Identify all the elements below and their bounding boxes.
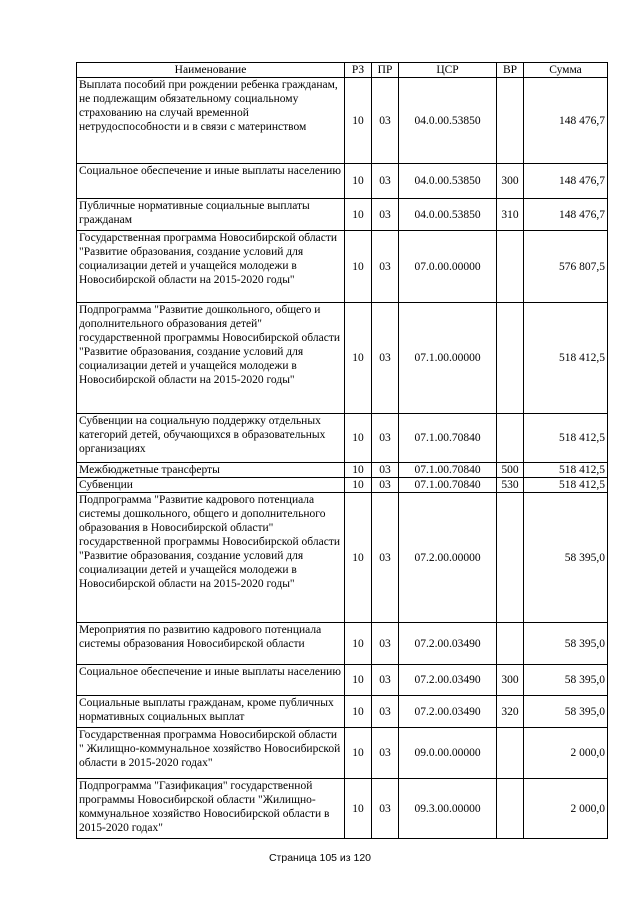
row-name: Социальное обеспечение и иные выплаты населению — [77, 665, 345, 696]
table-row — [77, 231, 608, 303]
row-vr: 320 — [497, 696, 524, 728]
row-pr: 03 — [372, 463, 399, 478]
table-header-row — [77, 63, 608, 78]
row-rz: 10 — [345, 478, 372, 493]
row-pr: 03 — [372, 779, 399, 839]
table-row — [77, 665, 608, 696]
table-row — [77, 623, 608, 665]
row-rz: 10 — [345, 696, 372, 728]
header-rz: РЗ — [345, 63, 372, 78]
row-sum: 576 807,5 — [524, 231, 608, 303]
header-pr: ПР — [372, 63, 399, 78]
table-row — [77, 199, 608, 231]
table-row — [77, 493, 608, 623]
row-vr — [497, 779, 524, 839]
row-name: Государственная программа Новосибирской области " Жилищно-коммунальное хозяйство Новосибирской области в 2015-2020 годах" — [77, 728, 345, 779]
row-name: Выплата пособий при рождении ребенка гражданам, не подлежащим обязательному социальному страхованию на случай временной нетрудоспособности и в связи с материнством — [77, 78, 345, 164]
row-vr: 300 — [497, 164, 524, 199]
budget-table — [76, 62, 608, 839]
header-csr: ЦСР — [399, 63, 497, 78]
row-pr: 03 — [372, 493, 399, 623]
row-csr: 09.0.00.00000 — [399, 728, 497, 779]
row-pr: 03 — [372, 231, 399, 303]
row-pr: 03 — [372, 478, 399, 493]
row-pr: 03 — [372, 414, 399, 463]
table-row — [77, 414, 608, 463]
row-rz: 10 — [345, 78, 372, 164]
row-vr: 300 — [497, 665, 524, 696]
table-row — [77, 696, 608, 728]
row-sum: 148 476,7 — [524, 164, 608, 199]
row-pr: 03 — [372, 303, 399, 414]
row-sum: 518 412,5 — [524, 303, 608, 414]
row-csr: 07.1.00.70840 — [399, 478, 497, 493]
row-csr: 07.1.00.00000 — [399, 303, 497, 414]
row-name: Публичные нормативные социальные выплаты гражданам — [77, 199, 345, 231]
row-sum: 58 395,0 — [524, 665, 608, 696]
header-vr: ВР — [497, 63, 524, 78]
row-name: Социальные выплаты гражданам, кроме публичных нормативных социальных выплат — [77, 696, 345, 728]
row-sum: 2 000,0 — [524, 779, 608, 839]
row-name: Субвенции — [77, 478, 345, 493]
row-csr: 04.0.00.53850 — [399, 164, 497, 199]
table-row — [77, 164, 608, 199]
row-sum: 518 412,5 — [524, 463, 608, 478]
row-csr: 04.0.00.53850 — [399, 78, 497, 164]
row-vr — [497, 623, 524, 665]
row-vr: 310 — [497, 199, 524, 231]
row-name: Социальное обеспечение и иные выплаты населению — [77, 164, 345, 199]
table-row — [77, 463, 608, 478]
table-row — [77, 779, 608, 839]
table-row — [77, 728, 608, 779]
table-row — [77, 303, 608, 414]
table-row — [77, 78, 608, 164]
row-csr: 07.2.00.03490 — [399, 623, 497, 665]
row-sum: 148 476,7 — [524, 78, 608, 164]
row-rz: 10 — [345, 164, 372, 199]
header-sum: Сумма — [524, 63, 608, 78]
row-pr: 03 — [372, 665, 399, 696]
page-number: Страница 105 из 120 — [268, 852, 372, 864]
row-vr — [497, 414, 524, 463]
header-name: Наименование — [77, 63, 345, 78]
row-pr: 03 — [372, 728, 399, 779]
row-csr: 09.3.00.00000 — [399, 779, 497, 839]
row-csr: 07.1.00.70840 — [399, 463, 497, 478]
row-csr: 07.2.00.00000 — [399, 493, 497, 623]
row-rz: 10 — [345, 463, 372, 478]
row-rz: 10 — [345, 665, 372, 696]
row-sum: 58 395,0 — [524, 623, 608, 665]
row-rz: 10 — [345, 303, 372, 414]
row-csr: 04.0.00.53850 — [399, 199, 497, 231]
row-vr — [497, 728, 524, 779]
row-vr — [497, 303, 524, 414]
row-vr: 530 — [497, 478, 524, 493]
row-vr: 500 — [497, 463, 524, 478]
row-csr: 07.2.00.03490 — [399, 665, 497, 696]
row-name: Субвенции на социальную поддержку отдельных категорий детей, обучающихся в образовательных организациях — [77, 414, 345, 463]
row-rz: 10 — [345, 728, 372, 779]
row-rz: 10 — [345, 779, 372, 839]
row-vr — [497, 231, 524, 303]
row-sum: 148 476,7 — [524, 199, 608, 231]
row-name: Государственная программа Новосибирской области "Развитие образования, создание условий для социализации детей и учащейся молодежи в Новосибирской области на 2015-2020 годы" — [77, 231, 345, 303]
table-row — [77, 478, 608, 493]
row-vr — [497, 78, 524, 164]
row-name: Подпрограмма "Развитие дошкольного, общего и дополнительного образования детей" государственной программы Новосибирской области "Развитие образования, создание условий для социализации детей и учащейся молодежи в Новосибирской области на 2015-2020 годы" — [77, 303, 345, 414]
row-name: Подпрограмма "Развитие кадрового потенциала системы дошкольного, общего и дополнительного образования в Новосибирской области" государственной программы Новосибирской области "Развитие образования, создание условий для социализации детей и учащейся молодежи в Новосибирской области на 2015-2020 годы" — [77, 493, 345, 623]
row-rz: 10 — [345, 231, 372, 303]
row-rz: 10 — [345, 623, 372, 665]
row-sum: 58 395,0 — [524, 696, 608, 728]
row-pr: 03 — [372, 623, 399, 665]
row-csr: 07.1.00.70840 — [399, 414, 497, 463]
row-pr: 03 — [372, 696, 399, 728]
row-rz: 10 — [345, 414, 372, 463]
row-sum: 518 412,5 — [524, 478, 608, 493]
row-pr: 03 — [372, 78, 399, 164]
row-name: Межбюджетные трансферты — [77, 463, 345, 478]
row-rz: 10 — [345, 199, 372, 231]
row-pr: 03 — [372, 199, 399, 231]
row-name: Подпрограмма "Газификация" государственной программы Новосибирской области "Жилищно-коммунальное хозяйство Новосибирской области в 2015-2020 годах" — [77, 779, 345, 839]
row-csr: 07.0.00.00000 — [399, 231, 497, 303]
row-vr — [497, 493, 524, 623]
row-sum: 58 395,0 — [524, 493, 608, 623]
row-sum: 2 000,0 — [524, 728, 608, 779]
row-rz: 10 — [345, 493, 372, 623]
row-name: Мероприятия по развитию кадрового потенциала системы образования Новосибирской области — [77, 623, 345, 665]
row-pr: 03 — [372, 164, 399, 199]
row-csr: 07.2.00.03490 — [399, 696, 497, 728]
row-sum: 518 412,5 — [524, 414, 608, 463]
